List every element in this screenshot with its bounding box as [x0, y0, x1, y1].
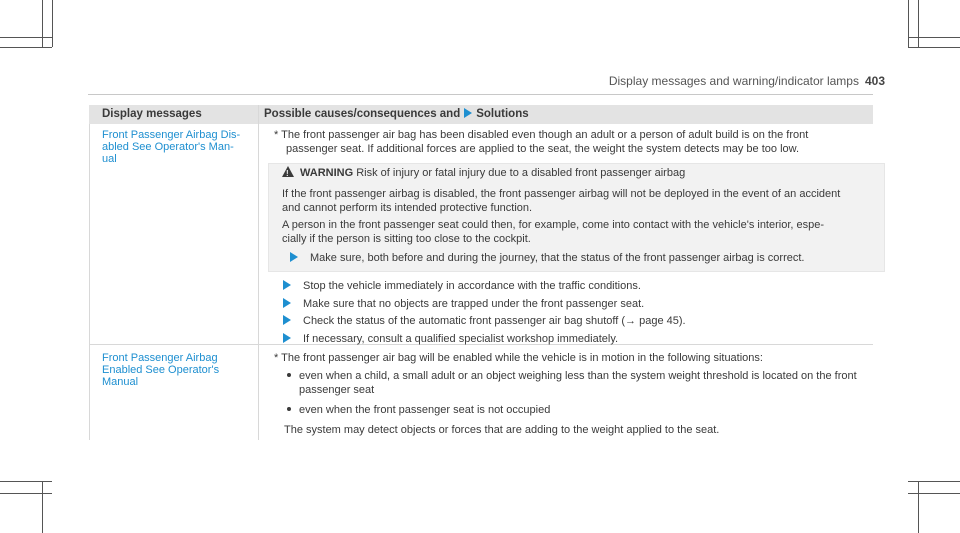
- solution-step: [283, 279, 641, 293]
- display-message-airbag-disabled: [102, 129, 240, 165]
- crop-mark: [0, 37, 52, 38]
- action-arrow-icon: [290, 252, 298, 262]
- warning-line: If the front passenger airbag is disabled, the front passenger airbag will not be deployed in the event of an accident: [282, 188, 841, 200]
- crop-mark: [52, 0, 53, 47]
- cause-text: [274, 128, 808, 156]
- warning-action-text: Make sure, both before and during the journey, that the status of the front passenger airbag is correct.: [310, 252, 805, 264]
- cause-line: * The front passenger air bag will be enabled while the vehicle is in motion in the following situations:: [274, 352, 763, 364]
- warning-line: A person in the front passenger seat could then, for example, come into contact with the vehicle's interior, espe-: [282, 219, 825, 231]
- condition-line: ual: [102, 153, 117, 165]
- crop-mark: [908, 0, 909, 47]
- crop-mark: [42, 481, 43, 533]
- crop-mark: [908, 37, 960, 38]
- condition-line: Enabled See Operator's: [102, 364, 220, 376]
- action-arrow-icon: [283, 315, 291, 325]
- warning-action: [290, 251, 804, 265]
- crop-mark: [42, 0, 43, 47]
- condition-line: Manual: [102, 376, 139, 388]
- condition-line: abled See Operator's Man-: [102, 141, 234, 153]
- bullet-icon: [287, 407, 291, 411]
- heading-solutions: Solutions: [476, 108, 529, 120]
- condition-line: Front Passenger Airbag Dis-: [102, 129, 241, 141]
- situation-bullet: [287, 369, 857, 397]
- crop-mark: [918, 481, 919, 533]
- bullet-text: even when the front passenger seat is not occupied: [299, 404, 551, 416]
- crop-mark: [908, 47, 960, 48]
- warning-line: and cannot perform its intended protective function.: [282, 202, 533, 214]
- crop-mark: [918, 0, 919, 47]
- warning-line: cially if the person is sitting too close to the cockpit.: [282, 233, 531, 245]
- bullet-icon: [287, 373, 291, 377]
- step-text: Make sure that no objects are trapped under the front passenger seat.: [303, 298, 645, 310]
- warning-heading: [282, 166, 685, 180]
- play-arrow-icon: [464, 108, 472, 118]
- situation-bullet: [287, 403, 550, 417]
- column-heading-display-messages: Display messages: [102, 108, 202, 120]
- header-rule: [88, 94, 873, 95]
- crop-mark: [0, 47, 52, 48]
- step-text: Stop the vehicle immediately in accordance with the traffic conditions.: [303, 280, 641, 292]
- page-number: 403: [864, 74, 885, 88]
- warning-label: WARNING: [300, 167, 354, 179]
- heading-causes: Possible causes/consequences and: [264, 108, 461, 120]
- crop-mark: [908, 481, 960, 482]
- action-arrow-icon: [283, 280, 291, 290]
- display-message-airbag-enabled: [102, 352, 219, 388]
- condition-line: Front Passenger Airbag: [102, 352, 218, 364]
- crop-mark: [0, 481, 52, 482]
- action-arrow-icon: [283, 298, 291, 308]
- table-left-border: [89, 124, 90, 440]
- solution-step: [283, 332, 618, 346]
- cause-line: passenger seat. If additional forces are applied to the seat, the weight the system detects may be too low.: [286, 143, 800, 155]
- step-text: Check the status of the automatic front passenger air bag shutoff (→ page 45).: [303, 315, 686, 327]
- solution-step: [283, 297, 644, 311]
- crop-mark: [0, 493, 52, 494]
- system-note: The system may detect objects or forces that are adding to the weight applied to the seat.: [284, 424, 720, 436]
- running-header: [609, 74, 885, 88]
- warning-title: Risk of injury or fatal injury due to a disabled front passenger airbag: [356, 167, 686, 179]
- action-arrow-icon: [283, 333, 291, 343]
- step-text: If necessary, consult a qualified specialist workshop immediately.: [303, 333, 619, 345]
- column-divider: [258, 105, 259, 440]
- warning-body: [282, 187, 840, 246]
- solution-step: [283, 314, 686, 328]
- bullet-text: passenger seat: [299, 384, 375, 396]
- crop-mark: [908, 493, 960, 494]
- cause-line: * The front passenger air bag has been disabled even though an adult or a person of adult build is on the front: [274, 129, 809, 141]
- header-title: Display messages and warning/indicator lamps: [608, 74, 859, 88]
- warning-triangle-icon: [282, 166, 294, 177]
- bullet-text: even when a child, a small adult or an object weighing less than the system weight threshold is located on the front: [299, 370, 857, 382]
- column-heading-solutions: [264, 108, 529, 120]
